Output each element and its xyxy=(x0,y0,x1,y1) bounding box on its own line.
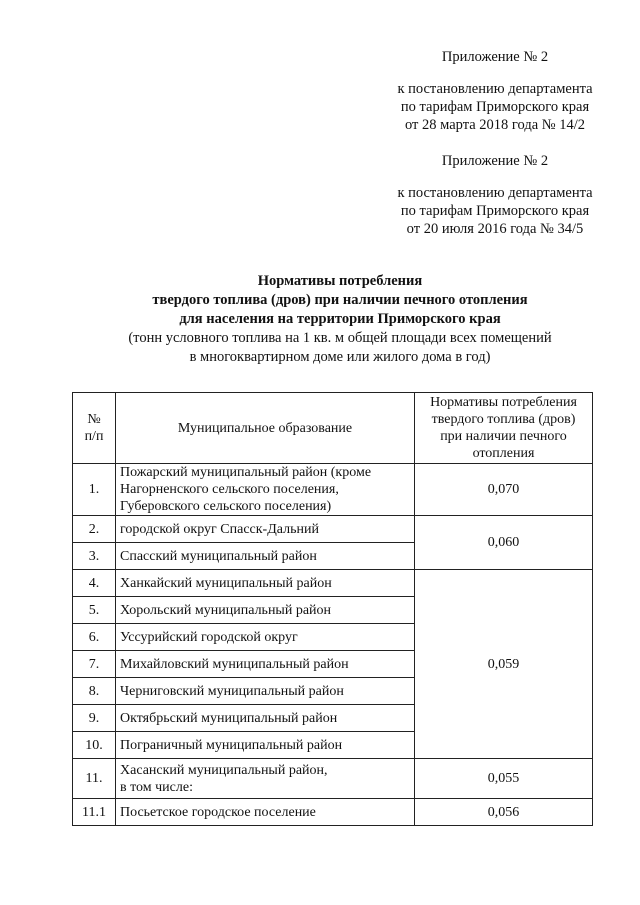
row-municipality: Посьетское городское поселение xyxy=(116,799,415,826)
row-num: 1. xyxy=(73,464,116,516)
row-num: 5. xyxy=(73,597,116,624)
row-num: 11. xyxy=(73,759,116,799)
table-row xyxy=(73,516,593,543)
appendix-line: по тарифам Приморского края xyxy=(400,99,590,115)
row-municipality: городской округ Спасск-Дальний xyxy=(116,516,415,543)
appendix-line: к постановлению департамента xyxy=(397,185,593,201)
row-municipality: Спасский муниципальный район xyxy=(116,543,415,570)
row-municipality: Уссурийский городской округ xyxy=(116,624,415,651)
title-line: твердого топлива (дров) при наличии печного отопления xyxy=(152,292,528,308)
appendix-current xyxy=(380,48,610,134)
row-municipality: Хасанский муниципальный район, в том числе: xyxy=(116,759,415,799)
row-municipality: Ханкайский муниципальный район xyxy=(116,570,415,597)
appendix-line: от 28 марта 2018 года № 14/2 xyxy=(404,117,585,133)
row-norm-value: 0,070 xyxy=(415,464,593,516)
row-norm-value: 0,059 xyxy=(415,570,593,759)
row-municipality: Пограничный муниципальный район xyxy=(116,732,415,759)
row-norm-value: 0,056 xyxy=(415,799,593,826)
row-municipality: Черниговский муниципальный район xyxy=(116,678,415,705)
header-municipality: Муниципальное образование xyxy=(116,393,415,464)
row-municipality: Пожарский муниципальный район (кроме Нагорненского сельского поселения, Губеровского сельского поселения) xyxy=(116,464,415,516)
row-num: 6. xyxy=(73,624,116,651)
title-units-line: в многоквартирном доме или жилого дома в год) xyxy=(189,349,491,365)
row-municipality: Михайловский муниципальный район xyxy=(116,651,415,678)
appendix-line: к постановлению департамента xyxy=(397,81,593,97)
appendix-line: по тарифам Приморского края xyxy=(400,203,590,219)
row-num: 9. xyxy=(73,705,116,732)
table-row xyxy=(73,464,593,516)
title-units-line: (тонн условного топлива на 1 кв. м общей площади всех помещений xyxy=(128,330,552,346)
row-num: 2. xyxy=(73,516,116,543)
row-num: 10. xyxy=(73,732,116,759)
row-municipality: Октябрьский муниципальный район xyxy=(116,705,415,732)
appendix-label: Приложение № 2 xyxy=(441,49,549,65)
row-num: 4. xyxy=(73,570,116,597)
title-line: Нормативы потребления xyxy=(257,273,423,289)
row-num: 8. xyxy=(73,678,116,705)
row-municipality: Хорольский муниципальный район xyxy=(116,597,415,624)
table-row xyxy=(73,799,593,826)
row-num: 7. xyxy=(73,651,116,678)
appendix-line: от 20 июля 2016 года № 34/5 xyxy=(406,221,584,237)
title-line: для населения на территории Приморского края xyxy=(179,311,501,327)
row-norm-value: 0,055 xyxy=(415,759,593,799)
table-header-row xyxy=(73,393,593,464)
table-row xyxy=(73,570,593,597)
norms-table xyxy=(72,392,593,826)
row-num: 3. xyxy=(73,543,116,570)
header-num: № п/п xyxy=(73,393,116,464)
appendix-label: Приложение № 2 xyxy=(441,153,549,169)
document-title xyxy=(70,272,610,367)
appendix-previous xyxy=(380,152,610,238)
header-norm-value: Нормативы потребления твердого топлива (дров) при наличии печного отопления xyxy=(415,393,593,464)
row-num: 11.1 xyxy=(73,799,116,826)
row-norm-value: 0,060 xyxy=(415,516,593,570)
table-row xyxy=(73,759,593,799)
